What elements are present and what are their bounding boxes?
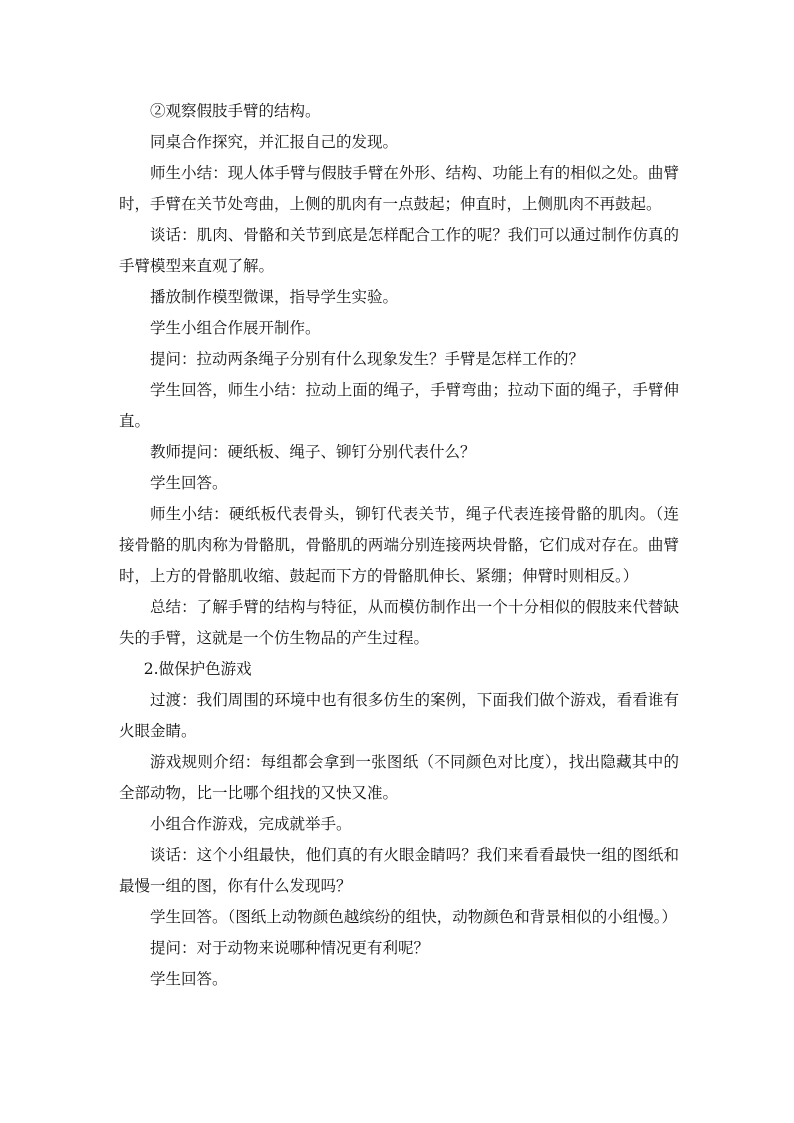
paragraph-teacher-question: 教师提问：硬纸板、绳子、铆钉分别代表什么？ — [150, 443, 476, 461]
paragraph-group-make: 学生小组合作展开制作。 — [150, 319, 321, 337]
paragraph-summary-materials: 师生小结：硬纸板代表骨头，铆钉代表关节，绳子代表连接骨骼的肌肉。（连接骨骼的肌肉称为骨骼肌，骨骼肌的两端分别连接两块骨骼，它们成对存在。曲臂时，上方的骨骼肌收缩、鼓起而下方的骨骼肌伸长、紧绷；伸臂时则相反。） — [119, 505, 679, 585]
paragraph-talk-muscles: 谈话：肌肉、骨骼和关节到底是怎样配合工作的呢？我们可以通过制作仿真的手臂模型来直观了解。 — [119, 226, 679, 275]
paragraph-summary-arm: 师生小结：现人体手臂与假肢手臂在外形、结构、功能上有的相似之处。曲臂时，手臂在关节处弯曲，上侧的肌肉有一点鼓起；伸直时，上侧肌肉不再鼓起。 — [119, 164, 679, 213]
section-heading-camouflage-game: 2.做保护色游戏 — [143, 660, 252, 678]
paragraph-student-answer-2: 学生回答。（图纸上动物颜色越缤纷的组快，动物颜色和背景相似的小组慢。） — [150, 908, 678, 926]
paragraph-play-microlesson: 播放制作模型微课，指导学生实验。 — [150, 288, 399, 306]
paragraph-talk-fastest: 谈话：这个小组最快，他们真的有火眼金睛吗？我们来看看最快一组的图纸和最慢一组的图，你有什么发现吗？ — [119, 846, 679, 895]
paragraph-student-answer-1: 学生回答。 — [150, 474, 228, 492]
paragraph-question-animals: 提问：对于动物来说哪种情况更有利呢？ — [150, 939, 430, 957]
paragraph-transition: 过渡：我们周围的环境中也有很多仿生的案例，下面我们做个游戏，看看谁有火眼金睛。 — [119, 691, 679, 740]
paragraph-observe-prosthetic: ②观察假肢手臂的结构。 — [150, 102, 321, 120]
paragraph-answer-ropes: 学生回答，师生小结：拉动上面的绳子，手臂弯曲；拉动下面的绳子，手臂伸直。 — [119, 381, 679, 430]
paragraph-group-game: 小组合作游戏，完成就举手。 — [150, 815, 352, 833]
paragraph-desk-mates: 同桌合作探究，并汇报自己的发现。 — [150, 133, 399, 151]
document-body — [119, 96, 679, 995]
paragraph-conclusion: 总结：了解手臂的结构与特征，从而模仿制作出一个十分相似的假肢来代替缺失的手臂，这就是一个仿生物品的产生过程。 — [119, 598, 679, 647]
paragraph-student-answer-3: 学生回答。 — [150, 970, 228, 988]
paragraph-game-rules: 游戏规则介绍：每组都会拿到一张图纸（不同颜色对比度），找出隐藏其中的全部动物，比一比哪个组找的又快又准。 — [119, 753, 679, 802]
paragraph-question-ropes: 提问：拉动两条绳子分别有什么现象发生？手臂是怎样工作的？ — [150, 350, 585, 368]
